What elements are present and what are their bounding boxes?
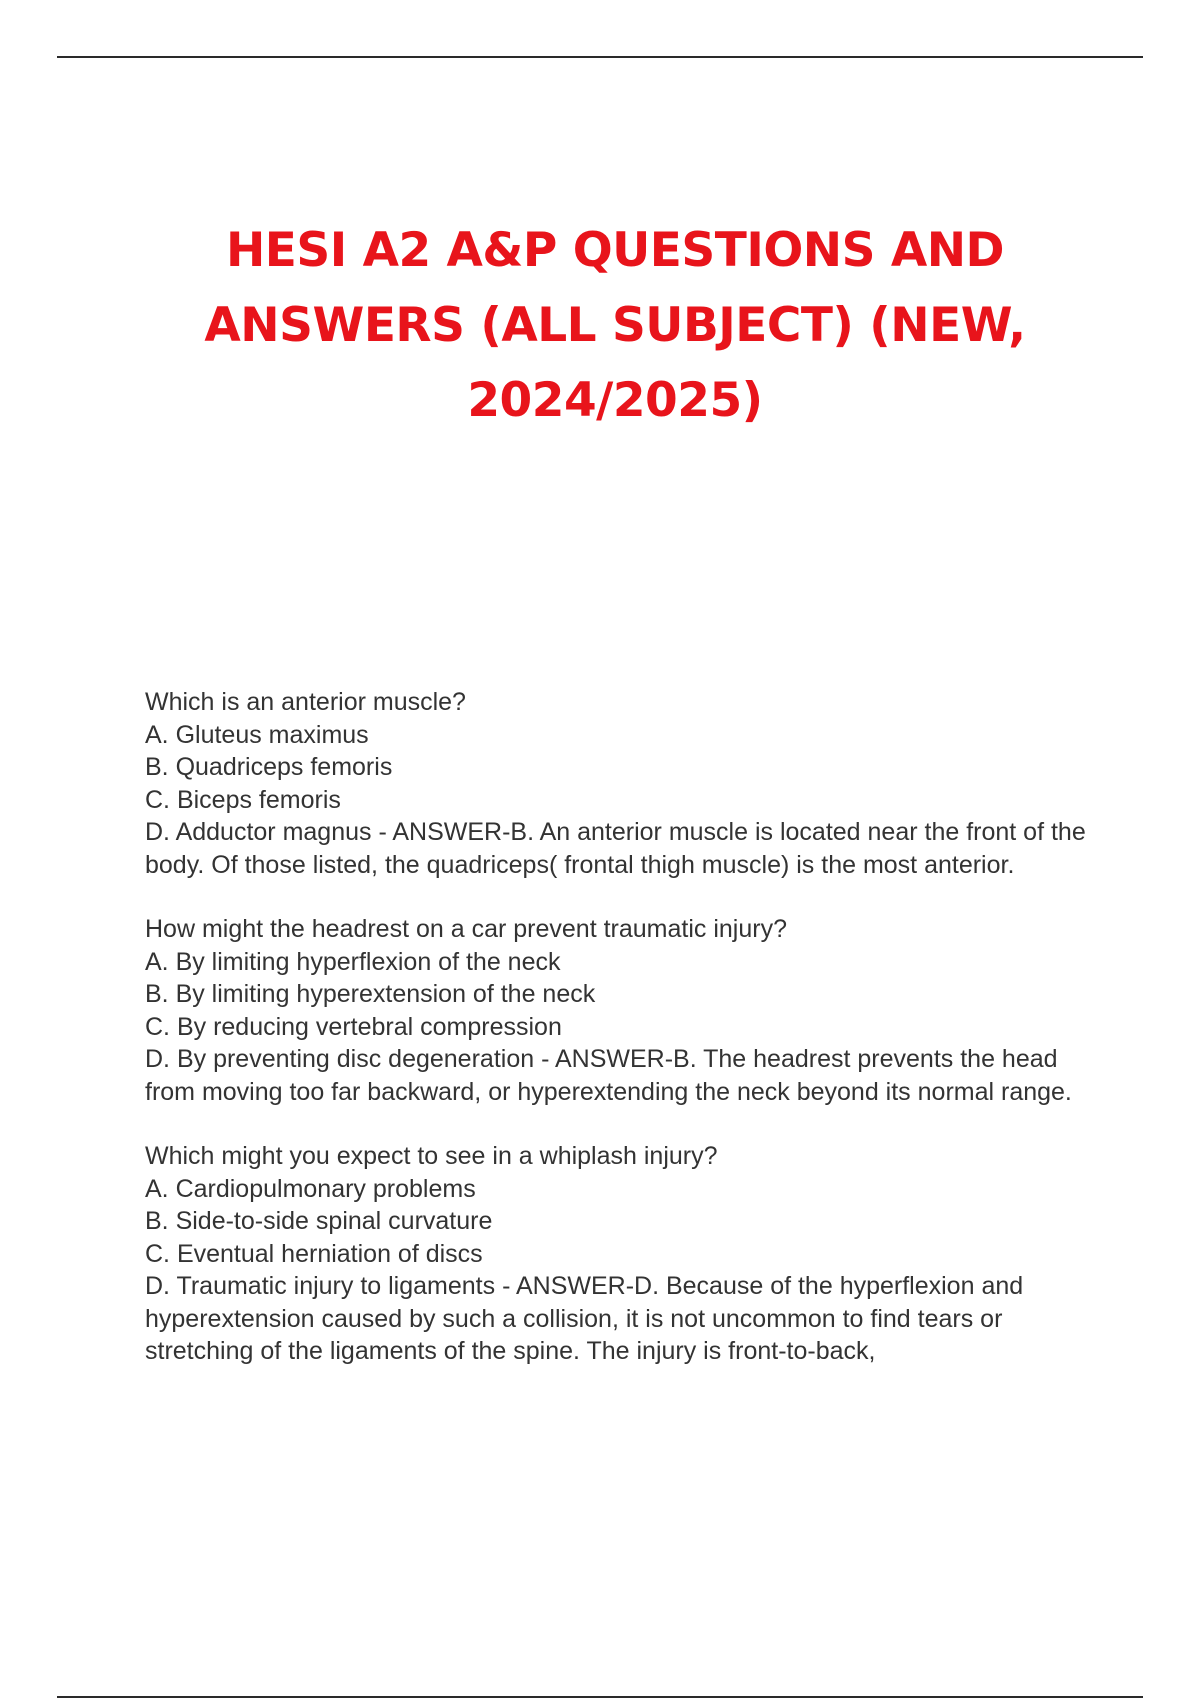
option-b: B. By limiting hyperextension of the neck [145,980,596,1008]
question-block [145,686,1095,881]
option-a: A. Cardiopulmonary problems [145,1174,476,1203]
bottom-rule [57,1696,1143,1698]
question-text: How might the headrest on a car prevent traumatic injury? [145,915,787,943]
top-rule [57,56,1143,58]
option-c: C. Eventual herniation of discs [145,1239,483,1268]
document-title: HESI A2 A&P QUESTIONS AND ANSWERS (ALL SUBJECT) (NEW, 2024/2025) [204,223,1026,428]
option-a: A. Gluteus maximus [145,720,369,749]
option-c: C. Biceps femoris [145,785,341,814]
question-text: Which is an anterior muscle? [145,688,466,716]
option-b: B. Quadriceps femoris [145,753,393,781]
question-list [145,686,1095,1400]
question-text: Which might you expect to see in a whiplash injury? [145,1142,718,1170]
option-b: B. Side-to-side spinal curvature [145,1207,493,1235]
question-block [145,1140,1095,1368]
option-d-with-answer: D. Traumatic injury to ligaments - ANSWER-D. Because of the hyperflexion and hyperextension caused by such a collision, it is not uncommon to find tears or stretching of the ligaments of the spine. The injury is front-to-back, [145,1272,1024,1365]
option-a: A. By limiting hyperflexion of the neck [145,947,561,976]
option-d-with-answer: D. By preventing disc degeneration - ANSWER-B. The headrest prevents the head from moving too far backward, or hyperextending the neck beyond its normal range. [145,1045,1072,1106]
option-c: C. By reducing vertebral compression [145,1012,562,1041]
option-d-with-answer: D. Adductor magnus - ANSWER-B. An anterior muscle is located near the front of the body. Of those listed, the quadriceps( frontal thigh muscle) is the most anterior. [145,818,1086,879]
question-block [145,913,1095,1108]
